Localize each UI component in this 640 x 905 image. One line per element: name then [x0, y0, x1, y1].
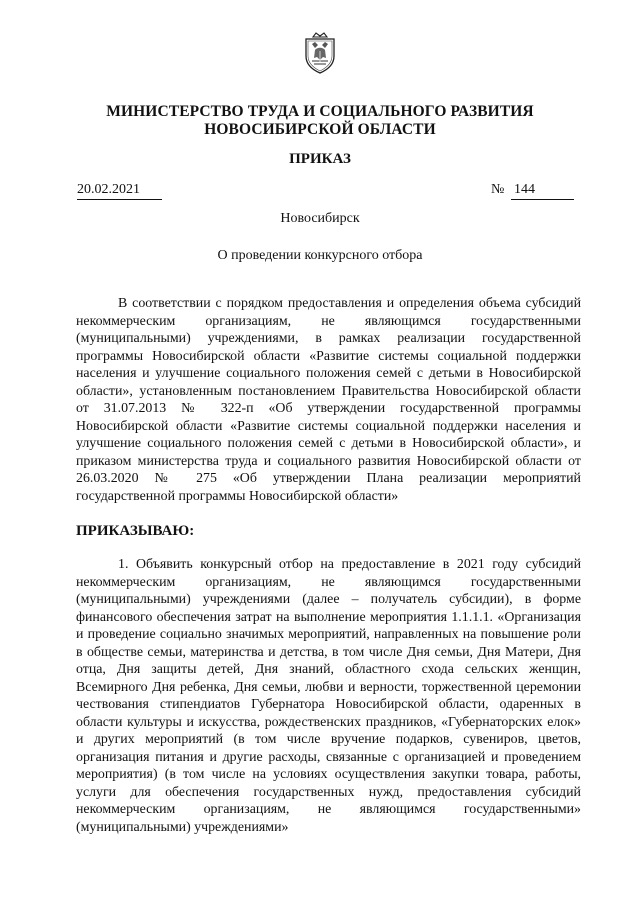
ministry-name-line2: НОВОСИБИРСКОЙ ОБЛАСТИ [204, 121, 436, 138]
preamble-paragraph: В соответствии с порядком предоставления и определения объема субсидий некоммерческим организациям, не являющимся государственными (муниципальными) учреждениями, в рамках реализации государственной программы Новосибирской области «Развитие системы социальной поддержки населения и улучшение социального положения семей с детьми в Новосибирской области», установленным постановлением Правительства Новосибирской области от 31.07.2013 № 322-п «Об утверждении государственной программы Новосибирской области «Развитие системы социальной поддержки населения и улучшение социального положения семей с детьми в Новосибирской области», и приказом министерства труда и социального развития Новосибирской области от 26.03.2020 № 275 «Об утверждении Плана реализации мероприятий государственной программы Новосибирской области» [76, 296, 581, 504]
ministry-name [0, 103, 640, 139]
city: Новосибирск [280, 211, 360, 226]
document-type: ПРИКАЗ [289, 151, 351, 167]
coat-of-arms-icon [302, 30, 338, 74]
orders-heading: ПРИКАЗЫВАЮ: [76, 523, 195, 539]
order-subject: О проведении конкурсного отбора [217, 248, 423, 263]
order-number-value: 144 [511, 181, 574, 200]
order-number [491, 181, 574, 200]
ministry-name-line1: МИНИСТЕРСТВО ТРУДА И СОЦИАЛЬНОГО РАЗВИТИЯ [106, 103, 534, 120]
order-date: 20.02.2021 [77, 181, 162, 200]
number-sign: № [491, 182, 505, 197]
order-item-1: 1. Объявить конкурсный отбор на предоставление в 2021 году субсидий некоммерческим организациям, не являющимся государственными (муниципальными) учреждениями (далее – получатель субсидии), в форме финансового обеспечения затрат на выполнение мероприятия 1.1.1.1. «Организация и проведение социально значимых мероприятий, направленных на повышение роли в обществе семьи, материнства и детства, в том числе Дня семьи, Дня Матери, Дня отца, Дня защиты детей, Дня знаний, областного схода сельских женщин, Всемирного Дня ребенка, Дня семьи, любви и верности, торжественной церемонии чествования стипендиатов Губернатора Новосибирской области, одаренных в области культуры и искусства, рождественских праздников, «Губернаторских елок» и других мероприятий (в том числе вручение подарков, сувениров, цветов, организация питания и другие расходы, связанные с организацией и проведением мероприятия) (в том числе на условиях осуществления закупки товара, работы, услуги для обеспечения государственных нужд, предоставления субсидий некоммерческим организациям, не являющимся государственными» (муниципальными) учреждениями» [76, 557, 581, 835]
